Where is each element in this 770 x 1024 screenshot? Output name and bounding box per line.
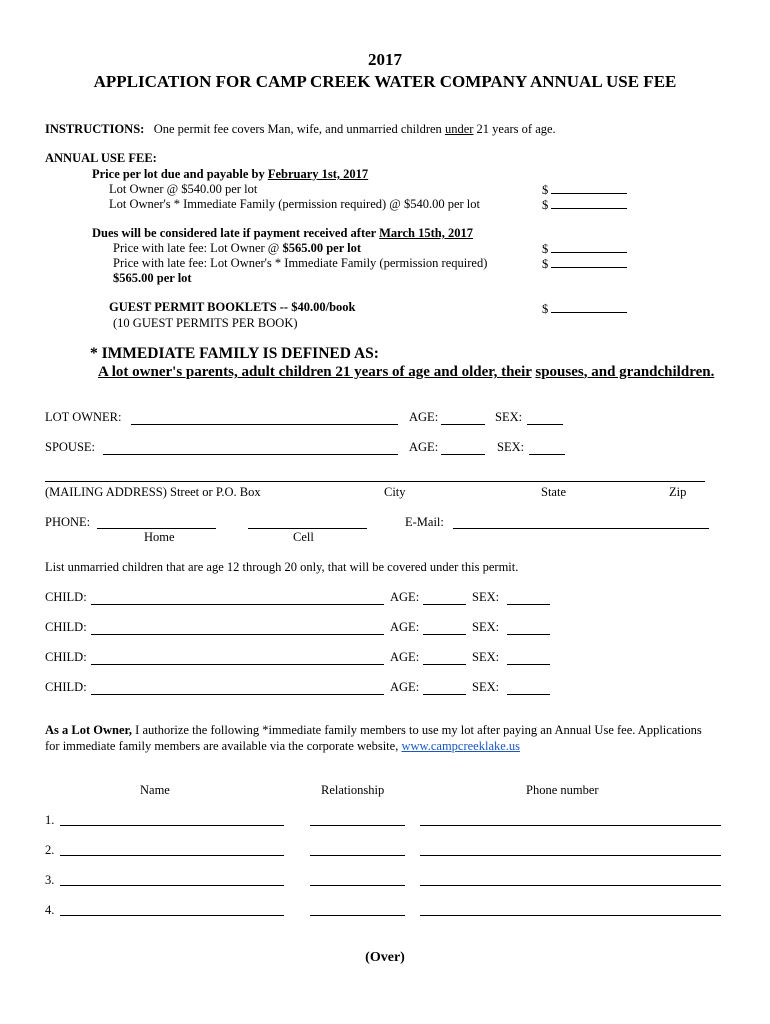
authorization-text: I authorize the following *immediate family members to use my lot after paying an Annual Use fee. Applications	[132, 723, 702, 737]
child-sex-label: SEX:	[472, 620, 500, 634]
member-phone-field[interactable]	[420, 885, 721, 886]
child-sex-field[interactable]	[507, 664, 550, 665]
late-date: March 15th, 2017	[379, 226, 473, 240]
spouse-sex-label: SEX:	[497, 440, 525, 454]
child-age-field[interactable]	[423, 634, 466, 635]
cell-phone-field[interactable]	[248, 528, 367, 529]
instructions	[45, 122, 556, 137]
member-name-field[interactable]	[60, 825, 284, 826]
member-row-number: 1.	[45, 813, 55, 827]
due-date: February 1st, 2017	[267, 167, 369, 181]
spouse-sex-field[interactable]	[529, 454, 565, 455]
child-sex-field[interactable]	[507, 694, 550, 695]
lot-owner-sex-label: SEX:	[495, 410, 523, 424]
member-relationship-field[interactable]	[310, 915, 405, 916]
member-row-number: 4.	[45, 903, 55, 917]
child-label: CHILD:	[45, 590, 87, 604]
instructions-text-end: 21 years of age.	[476, 122, 556, 136]
late-owner-prefix: Price with late fee: Lot Owner @	[113, 241, 280, 255]
immediate-family-heading: * IMMEDIATE FAMILY IS DEFINED AS:	[90, 345, 379, 362]
home-phone-field[interactable]	[97, 528, 216, 529]
member-relationship-field[interactable]	[310, 885, 405, 886]
member-row-number: 2.	[45, 843, 55, 857]
member-relationship-field[interactable]	[310, 825, 405, 826]
home-label: Home	[144, 530, 175, 544]
guest-booklets: GUEST PERMIT BOOKLETS -- $40.00/book	[109, 300, 356, 314]
spouse-age-label: AGE:	[409, 440, 439, 454]
member-phone-field[interactable]	[420, 825, 721, 826]
city-label: City	[384, 485, 406, 499]
header-relationship: Relationship	[321, 783, 385, 797]
lot-owner-age-label: AGE:	[409, 410, 439, 424]
member-name-field[interactable]	[60, 915, 284, 916]
child-age-label: AGE:	[390, 590, 420, 604]
late-family-amount: $565.00 per lot	[113, 271, 192, 285]
over-note: (Over)	[365, 950, 405, 965]
child-label: CHILD:	[45, 680, 87, 694]
email-field[interactable]	[453, 528, 709, 529]
member-name-field[interactable]	[60, 855, 284, 856]
lot-owner-field[interactable]	[131, 424, 398, 425]
fee-amount-field-5[interactable]	[542, 300, 627, 317]
lot-owner-sex-field[interactable]	[527, 424, 563, 425]
spouse-age-field[interactable]	[441, 454, 485, 455]
child-name-field[interactable]	[91, 664, 384, 665]
late-line-prefix: Dues will be considered late if payment received after	[92, 226, 376, 240]
cell-label: Cell	[293, 530, 314, 544]
dollar-sign: $	[542, 257, 549, 271]
spouse-label: SPOUSE:	[45, 440, 96, 454]
member-phone-field[interactable]	[420, 855, 721, 856]
lot-owner-label: LOT OWNER:	[45, 410, 122, 424]
mailing-address-field[interactable]	[45, 481, 705, 482]
dollar-sign: $	[542, 198, 549, 212]
member-row-number: 3.	[45, 873, 55, 887]
dollar-sign: $	[542, 183, 549, 197]
definition-part-a: A lot owner's parents, adult children 21 years of age and older, their	[98, 364, 532, 380]
guest-note: (10 GUEST PERMITS PER BOOK)	[113, 316, 298, 330]
phone-label: PHONE:	[45, 515, 91, 529]
immediate-family-definition	[98, 364, 714, 381]
header-name: Name	[140, 783, 170, 797]
definition-part-c: , and grandchildren.	[583, 364, 715, 380]
mailing-address-label: (MAILING ADDRESS) Street or P.O. Box	[45, 485, 261, 499]
child-name-field[interactable]	[91, 604, 384, 605]
child-age-field[interactable]	[423, 694, 466, 695]
child-sex-label: SEX:	[472, 650, 500, 664]
child-name-field[interactable]	[91, 634, 384, 635]
definition-part-b: spouses	[535, 364, 584, 380]
child-age-label: AGE:	[390, 620, 420, 634]
child-age-label: AGE:	[390, 650, 420, 664]
form-year: 2017	[368, 50, 402, 69]
lot-owner-age-field[interactable]	[441, 424, 485, 425]
children-instruction: List unmarried children that are age 12 through 20 only, that will be covered under this permit.	[45, 560, 519, 574]
child-sex-field[interactable]	[507, 634, 550, 635]
member-name-field[interactable]	[60, 885, 284, 886]
spouse-field[interactable]	[103, 454, 398, 455]
authorization-line-1	[45, 723, 702, 738]
child-age-field[interactable]	[423, 604, 466, 605]
due-line-prefix: Price per lot due and payable by	[92, 167, 265, 181]
child-age-field[interactable]	[423, 664, 466, 665]
fee-amount-field-2[interactable]	[542, 196, 627, 213]
annual-fee-heading: ANNUAL USE FEE:	[45, 151, 157, 165]
email-label: E-Mail:	[405, 515, 444, 529]
website-link[interactable]: www.campcreeklake.us	[401, 739, 521, 753]
late-line	[92, 226, 473, 241]
member-phone-field[interactable]	[420, 915, 721, 916]
child-label: CHILD:	[45, 650, 87, 664]
child-sex-label: SEX:	[472, 680, 500, 694]
lot-owner-price: Lot Owner @ $540.00 per lot	[109, 182, 258, 196]
zip-label: Zip	[669, 485, 687, 499]
child-age-label: AGE:	[390, 680, 420, 694]
instructions-label: INSTRUCTIONS:	[45, 122, 145, 136]
child-name-field[interactable]	[91, 694, 384, 695]
late-family-price: Price with late fee: Lot Owner's * Immediate Family (permission required)	[113, 256, 488, 270]
child-sex-label: SEX:	[472, 590, 500, 604]
authorization-line-2	[45, 739, 520, 754]
due-line	[92, 167, 368, 182]
dollar-sign: $	[542, 242, 549, 256]
instructions-text: One permit fee covers Man, wife, and unmarried children	[153, 122, 442, 136]
child-label: CHILD:	[45, 620, 87, 634]
late-owner-price	[113, 241, 361, 256]
state-label: State	[541, 485, 566, 499]
authorization-bold: As a Lot Owner,	[45, 723, 133, 737]
fee-amount-field-4[interactable]	[542, 255, 627, 272]
header-phone-number: Phone number	[526, 783, 599, 797]
dollar-sign: $	[542, 302, 549, 316]
late-owner-amount: $565.00 per lot	[282, 241, 362, 255]
form-title: APPLICATION FOR CAMP CREEK WATER COMPANY ANNUAL USE FEE	[93, 72, 677, 91]
authorization-text-2: for immediate family members are available via the corporate website,	[45, 739, 399, 753]
child-sex-field[interactable]	[507, 604, 550, 605]
member-relationship-field[interactable]	[310, 855, 405, 856]
family-price: Lot Owner's * Immediate Family (permission required) @ $540.00 per lot	[109, 197, 480, 211]
instructions-under: under	[444, 122, 474, 136]
